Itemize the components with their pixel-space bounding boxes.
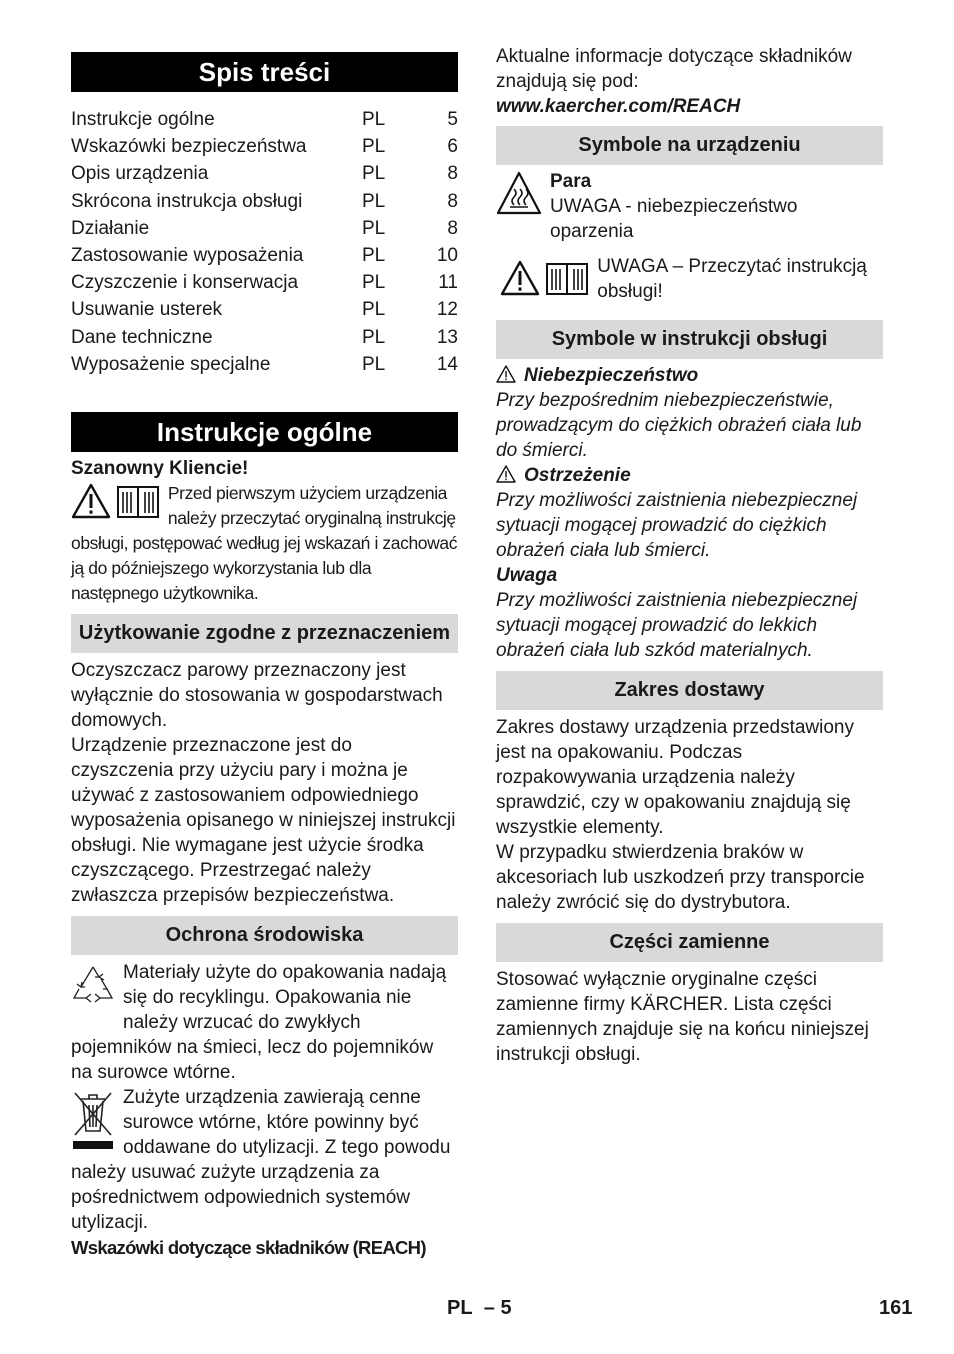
footer-section-code: PL — [447, 1297, 473, 1319]
toc-entry[interactable] — [71, 160, 458, 187]
toc-title: Spis treści — [71, 52, 458, 92]
general-title: Instrukcje ogólne — [71, 412, 458, 452]
steam-text: UWAGA - niebezpieczeństwo oparzenia — [550, 196, 798, 242]
toc-entry-page: 8 — [447, 163, 458, 185]
toc-entry-page: 8 — [447, 190, 458, 212]
intended-use-p1: Oczyszczacz parowy przeznaczony jest wyłącznie do stosowania w gospodarstwach domowych. — [71, 659, 443, 731]
toc-entry-lang: PL — [362, 109, 386, 130]
recycling-text: Materiały użyte do opakowania nadają się do recyklingu. Opakowania nie należy wrzucać do zwykłych pojemników na śmieci, lecz do pojemników na surowce wtórne. — [71, 961, 447, 1083]
caution-label: Uwaga — [496, 565, 558, 586]
toc-entry-lang: PL — [362, 326, 386, 348]
toc-entry[interactable] — [71, 215, 458, 242]
toc-entry[interactable] — [71, 269, 458, 296]
danger-label: Niebezpieczeństwo — [524, 365, 699, 386]
toc-entry[interactable] — [71, 242, 458, 269]
greeting: Szanowny Kliencie! — [71, 457, 249, 479]
toc-entry-title: Dane techniczne — [71, 326, 213, 348]
disposal-text: Zużyte urządzenia zawierają cenne surowce wtórne, które powinny być oddawane do utylizacji. Z tego powodu należy usuwać zużyte urządzenia za pośrednictwem odpowiednich systemów utylizacji. — [71, 1086, 451, 1233]
reach-text: Aktualne informacje dotyczące składników znajdują się pod: — [496, 46, 852, 92]
recycling-icon — [71, 964, 115, 1011]
right-column — [496, 44, 883, 1067]
toc-entry-page: 12 — [436, 299, 458, 321]
toc-entry-page: 6 — [447, 136, 458, 158]
crossed-bin-icon — [71, 1089, 115, 1158]
spare-parts-text: Stosować wyłącznie oryginalne części zamienne firmy KÄRCHER. Lista części zamiennych znajduje się na końcu niniejszej instrukcji obsługi. — [496, 969, 869, 1065]
toc-entry-lang: PL — [362, 190, 386, 212]
manual-symbols-title: Symbole w instrukcji obsługi — [496, 320, 883, 359]
toc-entry[interactable] — [71, 106, 458, 133]
intended-use-p2: Urządzenie przeznaczone jest do czyszczenia przy użyciu pary i można je używać z zastosowaniem odpowiedniego wyposażenia opisanego w niniejszej instrukcji obsługi. Nie wymagane jest użycie środka czyszczącego. Przestrzegać należy zwłaszcza przepisów bezpieczeństwa. — [71, 734, 456, 906]
spare-parts-title: Części zamienne — [496, 923, 883, 962]
steam-warning-icon — [496, 171, 542, 222]
toc-list — [71, 106, 458, 378]
manual-warning-text: UWAGA – Przeczytać instrukcją obsługi! — [597, 256, 867, 302]
general-intro: Przed pierwszym użyciem urządzenia należy przeczytać oryginalną instrukcję obsługi, postępować według jej wskazań i zachować ją do późniejszego wykorzystania lub dla następnego użytkownika. — [71, 482, 458, 603]
warning-manual-icons — [71, 483, 160, 519]
toc-entry[interactable] — [71, 296, 458, 323]
toc-entry-lang: PL — [362, 299, 386, 321]
danger-heading — [496, 363, 883, 388]
delivery-title: Zakres dostawy — [496, 671, 883, 710]
footer-page-label: – 5 — [483, 1297, 512, 1319]
reach-url[interactable]: www.kaercher.com/REACH — [496, 96, 741, 117]
toc-entry-page: 10 — [436, 244, 458, 266]
toc-entry-lang: PL — [362, 163, 386, 185]
warning-triangle-icon — [500, 260, 540, 296]
toc-entry-lang: PL — [362, 353, 386, 375]
toc-entry-title: Opis urządzenia — [71, 163, 209, 185]
book-manual-icon — [545, 260, 589, 296]
toc-entry-page: 14 — [436, 353, 458, 375]
warning-heading — [496, 463, 883, 488]
toc-entry-title: Wyposażenie specjalne — [71, 353, 271, 375]
toc-entry-lang: PL — [362, 244, 386, 266]
caution-text: Przy możliwości zaistnienia niebezpiecznej sytuacji mogącej prowadzić do lekkich obrażeń ciała lub szkód materialnych. — [496, 590, 858, 661]
toc-entry-lang: PL — [362, 217, 386, 239]
reach-heading: Wskazówki dotyczące składników (REACH) — [71, 1236, 426, 1258]
environment-title: Ochrona środowiska — [71, 916, 458, 955]
toc-entry-title: Działanie — [71, 217, 150, 239]
toc-entry[interactable] — [71, 133, 458, 160]
warning-triangle-small-icon — [496, 365, 516, 383]
toc-entry[interactable] — [71, 324, 458, 351]
intended-use-title: Użytkowanie zgodne z przeznaczeniem — [71, 614, 458, 653]
read-manual-icons — [500, 260, 589, 296]
left-column — [71, 44, 458, 1260]
steam-label: Para — [550, 171, 592, 192]
warning-label: Ostrzeżenie — [524, 465, 631, 486]
warning-triangle-small-icon — [496, 465, 516, 483]
toc-entry-page: 13 — [436, 326, 458, 348]
toc-entry-title: Wskazówki bezpieczeństwa — [71, 136, 307, 158]
toc-entry-page: 11 — [438, 272, 458, 294]
toc-entry-title: Czyszczenie i konserwacja — [71, 272, 299, 294]
book-manual-icon — [116, 483, 160, 519]
toc-entry[interactable] — [71, 351, 458, 378]
toc-entry-title: Instrukcje ogólne — [71, 109, 215, 130]
device-symbols-title: Symbole na urządzeniu — [496, 126, 883, 165]
warning-triangle-icon — [71, 483, 111, 519]
warning-text: Przy możliwości zaistnienia niebezpiecznej sytuacji mogącej prowadzić do ciężkich obrażeń ciała lub śmierci. — [496, 490, 858, 561]
toc-entry-title: Zastosowanie wyposażenia — [71, 244, 304, 266]
toc-entry[interactable] — [71, 188, 458, 215]
toc-entry-lang: PL — [362, 272, 386, 294]
footer-section — [447, 1296, 512, 1321]
danger-text: Przy bezpośrednim niebezpieczeństwie, prowadzącym do ciężkich obrażeń ciała lub do śmierci. — [496, 390, 862, 461]
delivery-p2: W przypadku stwierdzenia braków w akcesoriach lub uszkodzeń przy transporcie należy zwrócić się do dystrybutora. — [496, 842, 865, 913]
toc-entry-page: 5 — [447, 109, 458, 130]
toc-entry-lang: PL — [362, 136, 386, 158]
delivery-p1: Zakres dostawy urządzenia przedstawiony jest na opakowaniu. Podczas rozpakowywania urządzenia należy sprawdzić, czy w opakowaniu znajdują się wszystkie elementy. — [496, 717, 855, 838]
toc-entry-title: Skrócona instrukcja obsługi — [71, 190, 303, 212]
toc-entry-page: 8 — [447, 217, 458, 239]
toc-entry-title: Usuwanie usterek — [71, 299, 223, 321]
footer-page-number: 161 — [879, 1297, 913, 1319]
